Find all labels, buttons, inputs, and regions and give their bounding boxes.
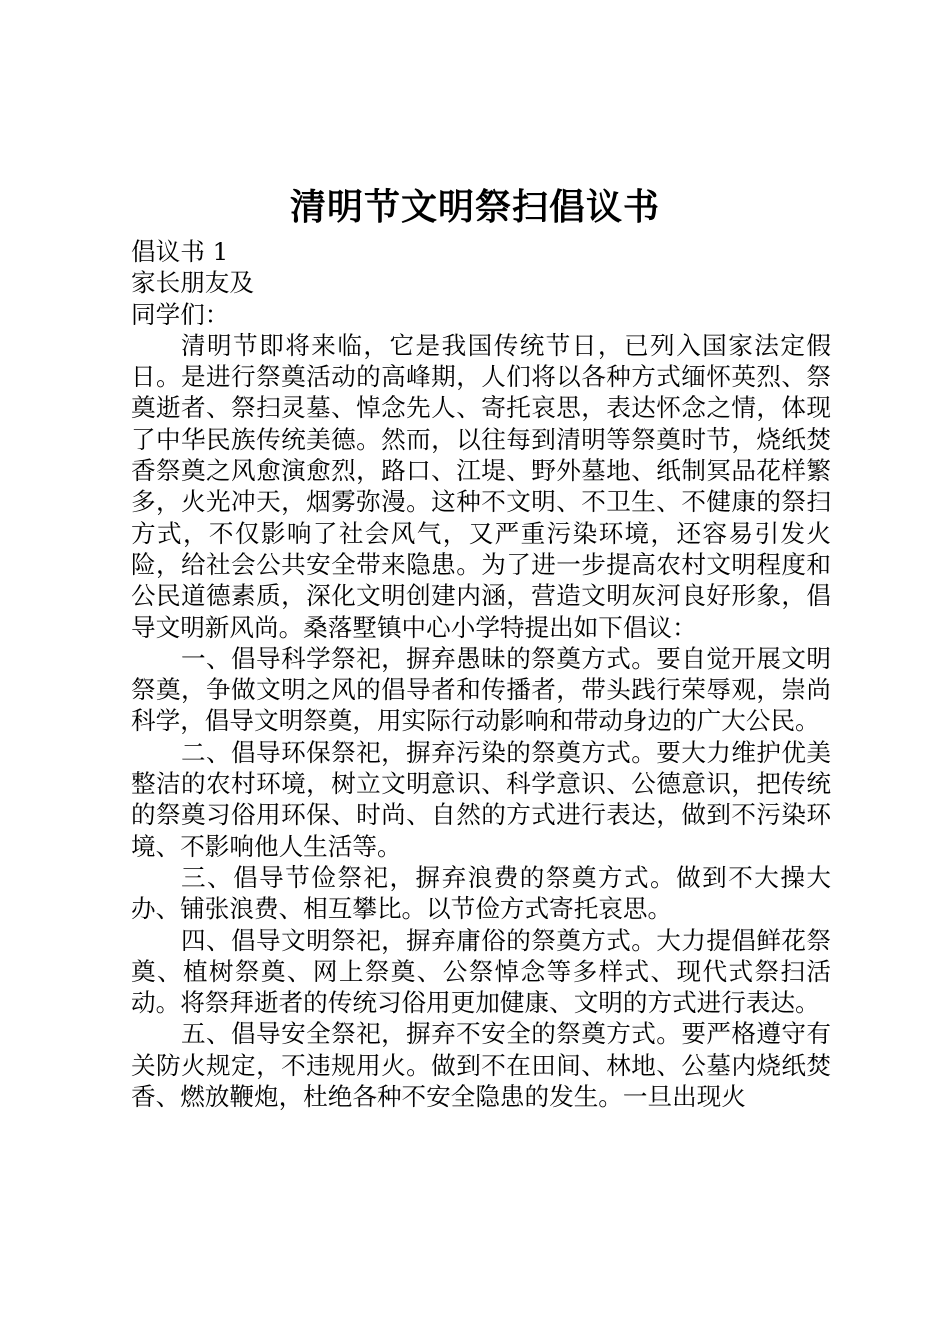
paragraph-item-1: 一、倡导科学祭祀，摒弃愚昧的祭奠方式。要自觉开展文明祭奠，争做文明之风的倡导者和传播者，带头践行荣辱观，崇尚科学，倡导文明祭奠，用实际行动影响和带动身边的广大公民。 — [131, 643, 831, 736]
paragraph-item-4: 四、倡导文明祭祀，摒弃庸俗的祭奠方式。大力提倡鲜花祭奠、植树祭奠、网上祭奠、公祭悼念等多样式、现代式祭扫活动。将祭拜逝者的传统习俗用更加健康、文明的方式进行表达。 — [131, 925, 831, 1018]
document-title: 清明节文明祭扫倡议书 — [289, 186, 660, 228]
paragraph-item-3: 三、倡导节俭祭祀，摒弃浪费的祭奠方式。做到不大操大办、铺张浪费、相互攀比。以节俭方式寄托哀思。 — [131, 862, 831, 924]
heading-label: 倡议书 1 — [131, 237, 229, 266]
document-body — [131, 236, 831, 1112]
paragraph-item-5: 五、倡导安全祭祀，摒弃不安全的祭奠方式。要严格遵守有关防火规定，不违规用火。做到不在田间、林地、公墓内烧纸焚香、燃放鞭炮，杜绝各种不安全隐患的发生。一旦出现火 — [131, 1019, 831, 1112]
salutation-line-2: 同学们： — [131, 299, 230, 329]
paragraph-item-2: 二、倡导环保祭祀，摒弃污染的祭奠方式。要大力维护优美整洁的农村环境，树立文明意识、科学意识、公德意识，把传统的祭奠习俗用环保、时尚、自然的方式进行表达，做到不污染环境、不影响他人生活等。 — [131, 737, 831, 861]
paragraph-intro: 清明节即将来临，它是我国传统节日，已列入国家法定假日。是进行祭奠活动的高峰期，人们将以各种方式缅怀英烈、祭奠逝者、祭扫灵墓、悼念先人、寄托哀思，表达怀念之情，体现了中华民族传统美德。然而，以往每到清明等祭奠时节，烧纸焚香祭奠之风愈演愈烈，路口、江堤、野外墓地、纸制冥品花样繁多，火光冲天，烟雾弥漫。这种不文明、不卫生、不健康的祭扫方式，不仅影响了社会风气，又严重污染环境，还容易引发火险，给社会公共安全带来隐患。为了进一步提高农村文明程度和公民道德素质，深化文明创建内涵，营造文明灰河良好形象，倡导文明新风尚。桑落墅镇中心小学特提出如下倡议： — [131, 330, 831, 642]
salutation-line-1: 家长朋友及 — [131, 268, 254, 298]
